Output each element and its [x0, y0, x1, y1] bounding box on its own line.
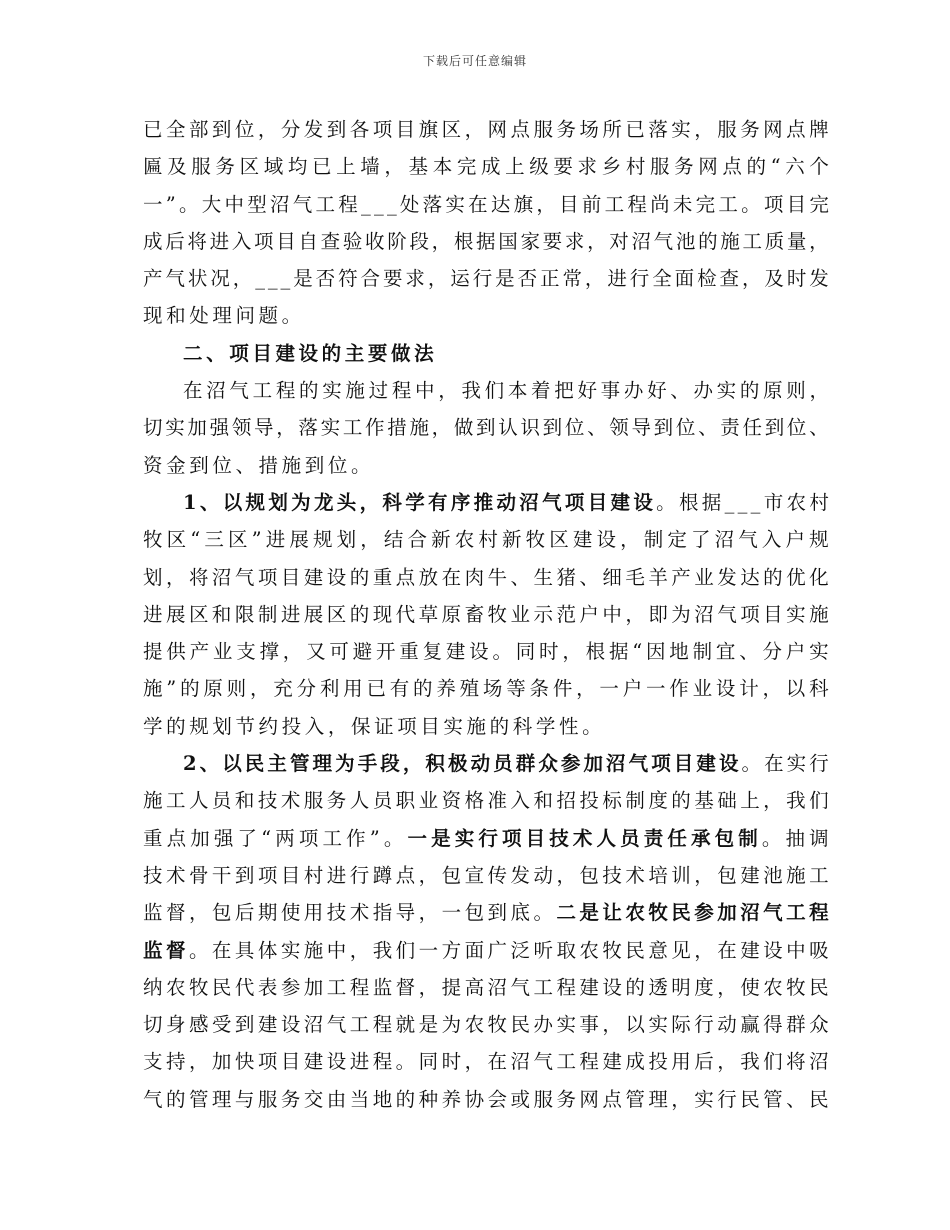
text-line: 进 展 区 和 限 制 进 展 区 的 现 代 草 原 畜 牧 业 示 范 户 中 ， 即 为 沼 气 项 目 实 施	[143, 602, 829, 626]
text-line: 二 、 项 目 建 设 的 主 要 做 法	[183, 341, 434, 365]
document-body	[143, 111, 829, 1118]
text-line: 产 气 状 况 ， _ _ _ 是 否 符 合 要 求 ， 运 行 是 否 正 常 ， 进 行 全 面 检 查 ， 及 时 发	[143, 267, 829, 291]
text-line: 技 术 骨 干 到 项 目 村 进 行 蹲 点 ， 包 宣 传 发 动 ， 包 技 术 培 训 ， 包 建 池 施 工	[143, 863, 829, 887]
text-line: 一 ” 。 大 中 型 沼 气 工 程 _ _ _ 处 落 实 在 达 旗 ， 目 前 工 程 尚 未 完 工 。 项 目 完	[143, 192, 829, 216]
text-line: 已 全 部 到 位 ， 分 发 到 各 项 目 旗 区 ， 网 点 服 务 场 所 已 落 实 ， 服 务 网 点 牌	[143, 118, 829, 141]
page-header: 下载后可任意编辑	[422, 54, 527, 68]
text-line: 在 沼 气 工 程 的 实 施 过 程 中 ， 我 们 本 着 把 好 事 办 好 、 办 实 的 原 则 ，	[183, 379, 829, 403]
text-line: 监 督 ， 包 后 期 使 用 技 术 指 导 ， 一 包 到 底 。 二 是 让 农 牧 民 参 加 沼 气 工 程	[143, 901, 829, 925]
text-line: 施 ” 的 原 则 ， 充 分 利 用 已 有 的 养 殖 场 等 条 件 ， 一 户 一 作 业 设 计 ， 以 科	[143, 677, 829, 701]
text-line: 资 金 到 位 、 措 施 到 位 。	[143, 453, 371, 477]
text-line: 牧 区 “ 三 区 ” 进 展 规 划 ， 结 合 新 农 村 新 牧 区 建 设 ， 制 定 了 沼 气 入 户 规	[143, 528, 829, 552]
text-line: 气 的 管 理 与 服 务 交 由 当 地 的 种 养 协 会 或 服 务 网 点 管 理 ， 实 行 民 管 、 民	[143, 1087, 829, 1111]
text-line: 现 和 处 理 问 题 。	[143, 304, 302, 328]
text-line: 1 、 以 规 划 为 龙 头 ， 科 学 有 序 推 动 沼 气 项 目 建 设 。 根 据 _ _ _ 市 农 村	[183, 490, 829, 514]
text-line: 监 督 。 在 具 体 实 施 中 ， 我 们 一 方 面 广 泛 听 取 农 牧 民 意 见 ， 在 建 设 中 吸	[143, 938, 829, 962]
text-line: 2 、 以 民 主 管 理 为 手 段 ， 积 极 动 员 群 众 参 加 沼 气 项 目 建 设 。 在 实 行	[183, 752, 829, 776]
text-line: 施 工 人 员 和 技 术 服 务 人 员 职 业 资 格 准 入 和 招 投 标 制 度 的 基 础 上 ， 我 们	[143, 789, 829, 813]
text-line: 纳 农 牧 民 代 表 参 加 工 程 监 督 ， 提 高 沼 气 工 程 建 设 的 透 明 度 ， 使 农 牧 民	[143, 975, 829, 999]
text-line: 学 的 规 划 节 约 投 入 ， 保 证 项 目 实 施 的 科 学 性 。	[143, 714, 602, 738]
text-line: 提 供 产 业 支 撑 ， 又 可 避 开 重 复 建 设 。 同 时 ， 根 据 “ 因 地 制 宜 、 分 户 实	[143, 640, 829, 664]
text-line: 匾 及 服 务 区 域 均 已 上 墙 ， 基 本 完 成 上 级 要 求 乡 村 服 务 网 点 的 “ 六 个	[143, 155, 829, 179]
text-line: 切 实 加 强 领 导 ， 落 实 工 作 措 施 ， 做 到 认 识 到 位 、 领 导 到 位 、 责 任 到 位 、	[143, 416, 829, 440]
text-line: 支 持 ， 加 快 项 目 建 设 进 程 。 同 时 ， 在 沼 气 工 程 建 成 投 用 后 ， 我 们 将 沼	[143, 1050, 829, 1074]
text-line: 成 后 将 进 入 项 目 自 查 验 收 阶 段 ， 根 据 国 家 要 求 ， 对 沼 气 池 的 施 工 质 量 ，	[143, 229, 829, 253]
text-line: 重 点 加 强 了 “ 两 项 工 作 ” 。 一 是 实 行 项 目 技 术 人 员 责 任 承 包 制 。 抽 调	[143, 826, 829, 850]
text-line: 切 身 感 受 到 建 设 沼 气 工 程 就 是 为 农 牧 民 办 实 事 ， 以 实 际 行 动 赢 得 群 众	[143, 1013, 829, 1037]
text-line: 划 ， 将 沼 气 项 目 建 设 的 重 点 放 在 肉 牛 、 生 猪 、 细 毛 羊 产 业 发 达 的 优 化	[143, 565, 829, 589]
